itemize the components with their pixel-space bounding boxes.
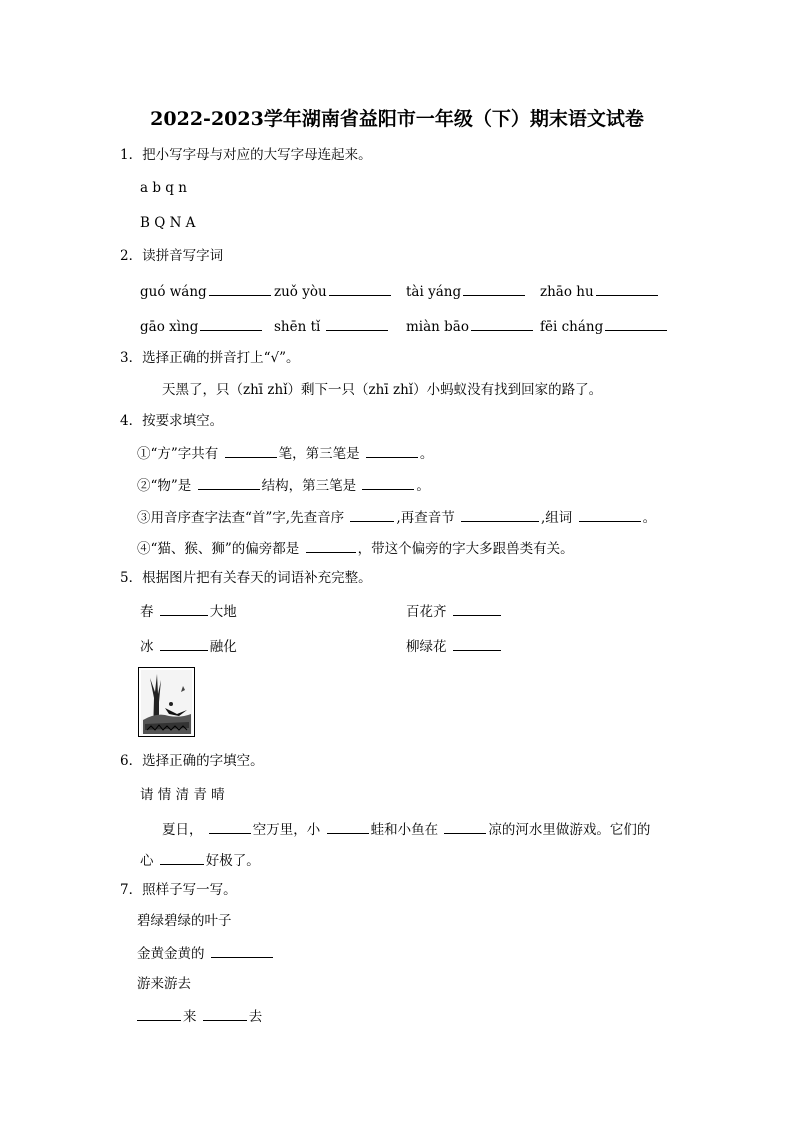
answer-blank[interactable] (306, 538, 356, 553)
answer-blank[interactable] (160, 850, 204, 865)
q2-item (140, 316, 264, 336)
q2-item (406, 316, 535, 336)
q7-example-1: 碧绿碧绿的叶子 (137, 913, 232, 929)
answer-blank[interactable] (203, 1006, 247, 1021)
answer-blank[interactable] (160, 636, 208, 651)
q5-word-4: 柳绿花 (406, 636, 503, 656)
answer-blank[interactable] (137, 1006, 181, 1021)
page-title: 2022-2023学年湖南省益阳市一年级（下）期末语文试卷 (150, 108, 644, 130)
answer-blank[interactable] (596, 281, 658, 296)
q7-example-2: 游来游去 (137, 976, 191, 992)
q4-item-b: ②“物”是 结构，第三笔是 。 (137, 475, 430, 495)
q4-prompt: 4．按要求填空。 (120, 413, 224, 429)
answer-blank[interactable] (453, 601, 501, 616)
answer-blank[interactable] (579, 507, 641, 522)
q7-fill-1: 金黄金黄的 (137, 943, 275, 963)
answer-blank[interactable] (350, 507, 394, 522)
q7-prompt: 7．照样子写一写。 (120, 882, 237, 898)
q4-item-a: ①“方”字共有 笔，第三笔是 。 (137, 443, 433, 463)
answer-blank[interactable] (326, 316, 388, 331)
answer-blank[interactable] (198, 475, 260, 490)
q2-item (540, 316, 669, 336)
answer-blank[interactable] (200, 316, 262, 331)
q2-pinyin: guó wáng (140, 284, 207, 300)
q6-sentence-line-2: 心 好极了。 (140, 850, 260, 870)
spring-picture (138, 667, 195, 737)
q2-prompt: 2．读拼音写字词 (120, 248, 224, 264)
q2-item (140, 281, 273, 301)
q1-lowercase-letters: a b q n (140, 180, 187, 196)
answer-blank[interactable] (605, 316, 667, 331)
q2-pinyin: tài yáng (406, 284, 462, 300)
q2-pinyin: gāo xìng (140, 319, 199, 335)
answer-blank[interactable] (444, 819, 486, 834)
q2-pinyin: zhāo hu (540, 284, 594, 300)
spring-scene-illustration (139, 668, 194, 736)
answer-blank[interactable] (209, 819, 251, 834)
q5-word-3: 冰 融化 (140, 636, 237, 656)
q4-item-c: ③用音序查字法查“首”字,先查音序 ,再查音节 ,组词 。 (137, 507, 656, 527)
q6-sentence-line-1: 夏日， 空万里，小 蛙和小鱼在 凉的河水里做游戏。它们的 (162, 819, 650, 839)
answer-blank[interactable] (366, 443, 418, 458)
answer-blank[interactable] (209, 281, 271, 296)
answer-blank[interactable] (362, 475, 414, 490)
q6-choices: 请 情 清 青 晴 (140, 787, 225, 803)
q5-word-2: 百花齐 (406, 601, 503, 621)
q2-pinyin: miàn bāo (406, 319, 469, 335)
q2-item (274, 281, 393, 301)
answer-blank[interactable] (471, 316, 533, 331)
answer-blank[interactable] (327, 819, 369, 834)
q3-prompt: 3．选择正确的拼音打上“√”。 (120, 350, 300, 366)
q2-item (406, 281, 527, 301)
q2-pinyin: fēi cháng (540, 319, 604, 335)
q5-prompt: 5．根据图片把有关春天的词语补充完整。 (120, 570, 372, 586)
q3-sentence: 天黑了，只（zhī zhǐ）剩下一只（zhī zhǐ）小蚂蚁没有找到回家的路了。 (162, 382, 603, 398)
answer-blank[interactable] (463, 281, 525, 296)
answer-blank[interactable] (225, 443, 277, 458)
q2-item (540, 281, 660, 301)
q2-item (274, 316, 390, 336)
q1-prompt: 1．把小写字母与对应的大写字母连起来。 (120, 147, 372, 163)
answer-blank[interactable] (453, 636, 501, 651)
q7-fill-2: 来 去 (137, 1006, 262, 1026)
q2-pinyin: zuǒ yòu (274, 284, 327, 300)
q2-pinyin: shēn tǐ (274, 319, 321, 335)
answer-blank[interactable] (211, 943, 273, 958)
answer-blank[interactable] (329, 281, 391, 296)
q5-word-1: 春 大地 (140, 601, 237, 621)
q4-item-d: ④“猫、猴、狮”的偏旁都是 ，带这个偏旁的字大多跟兽类有关。 (137, 538, 574, 558)
q6-prompt: 6．选择正确的字填空。 (120, 753, 264, 769)
answer-blank[interactable] (461, 507, 539, 522)
answer-blank[interactable] (160, 601, 208, 616)
q1-uppercase-letters: B Q N A (140, 215, 196, 231)
